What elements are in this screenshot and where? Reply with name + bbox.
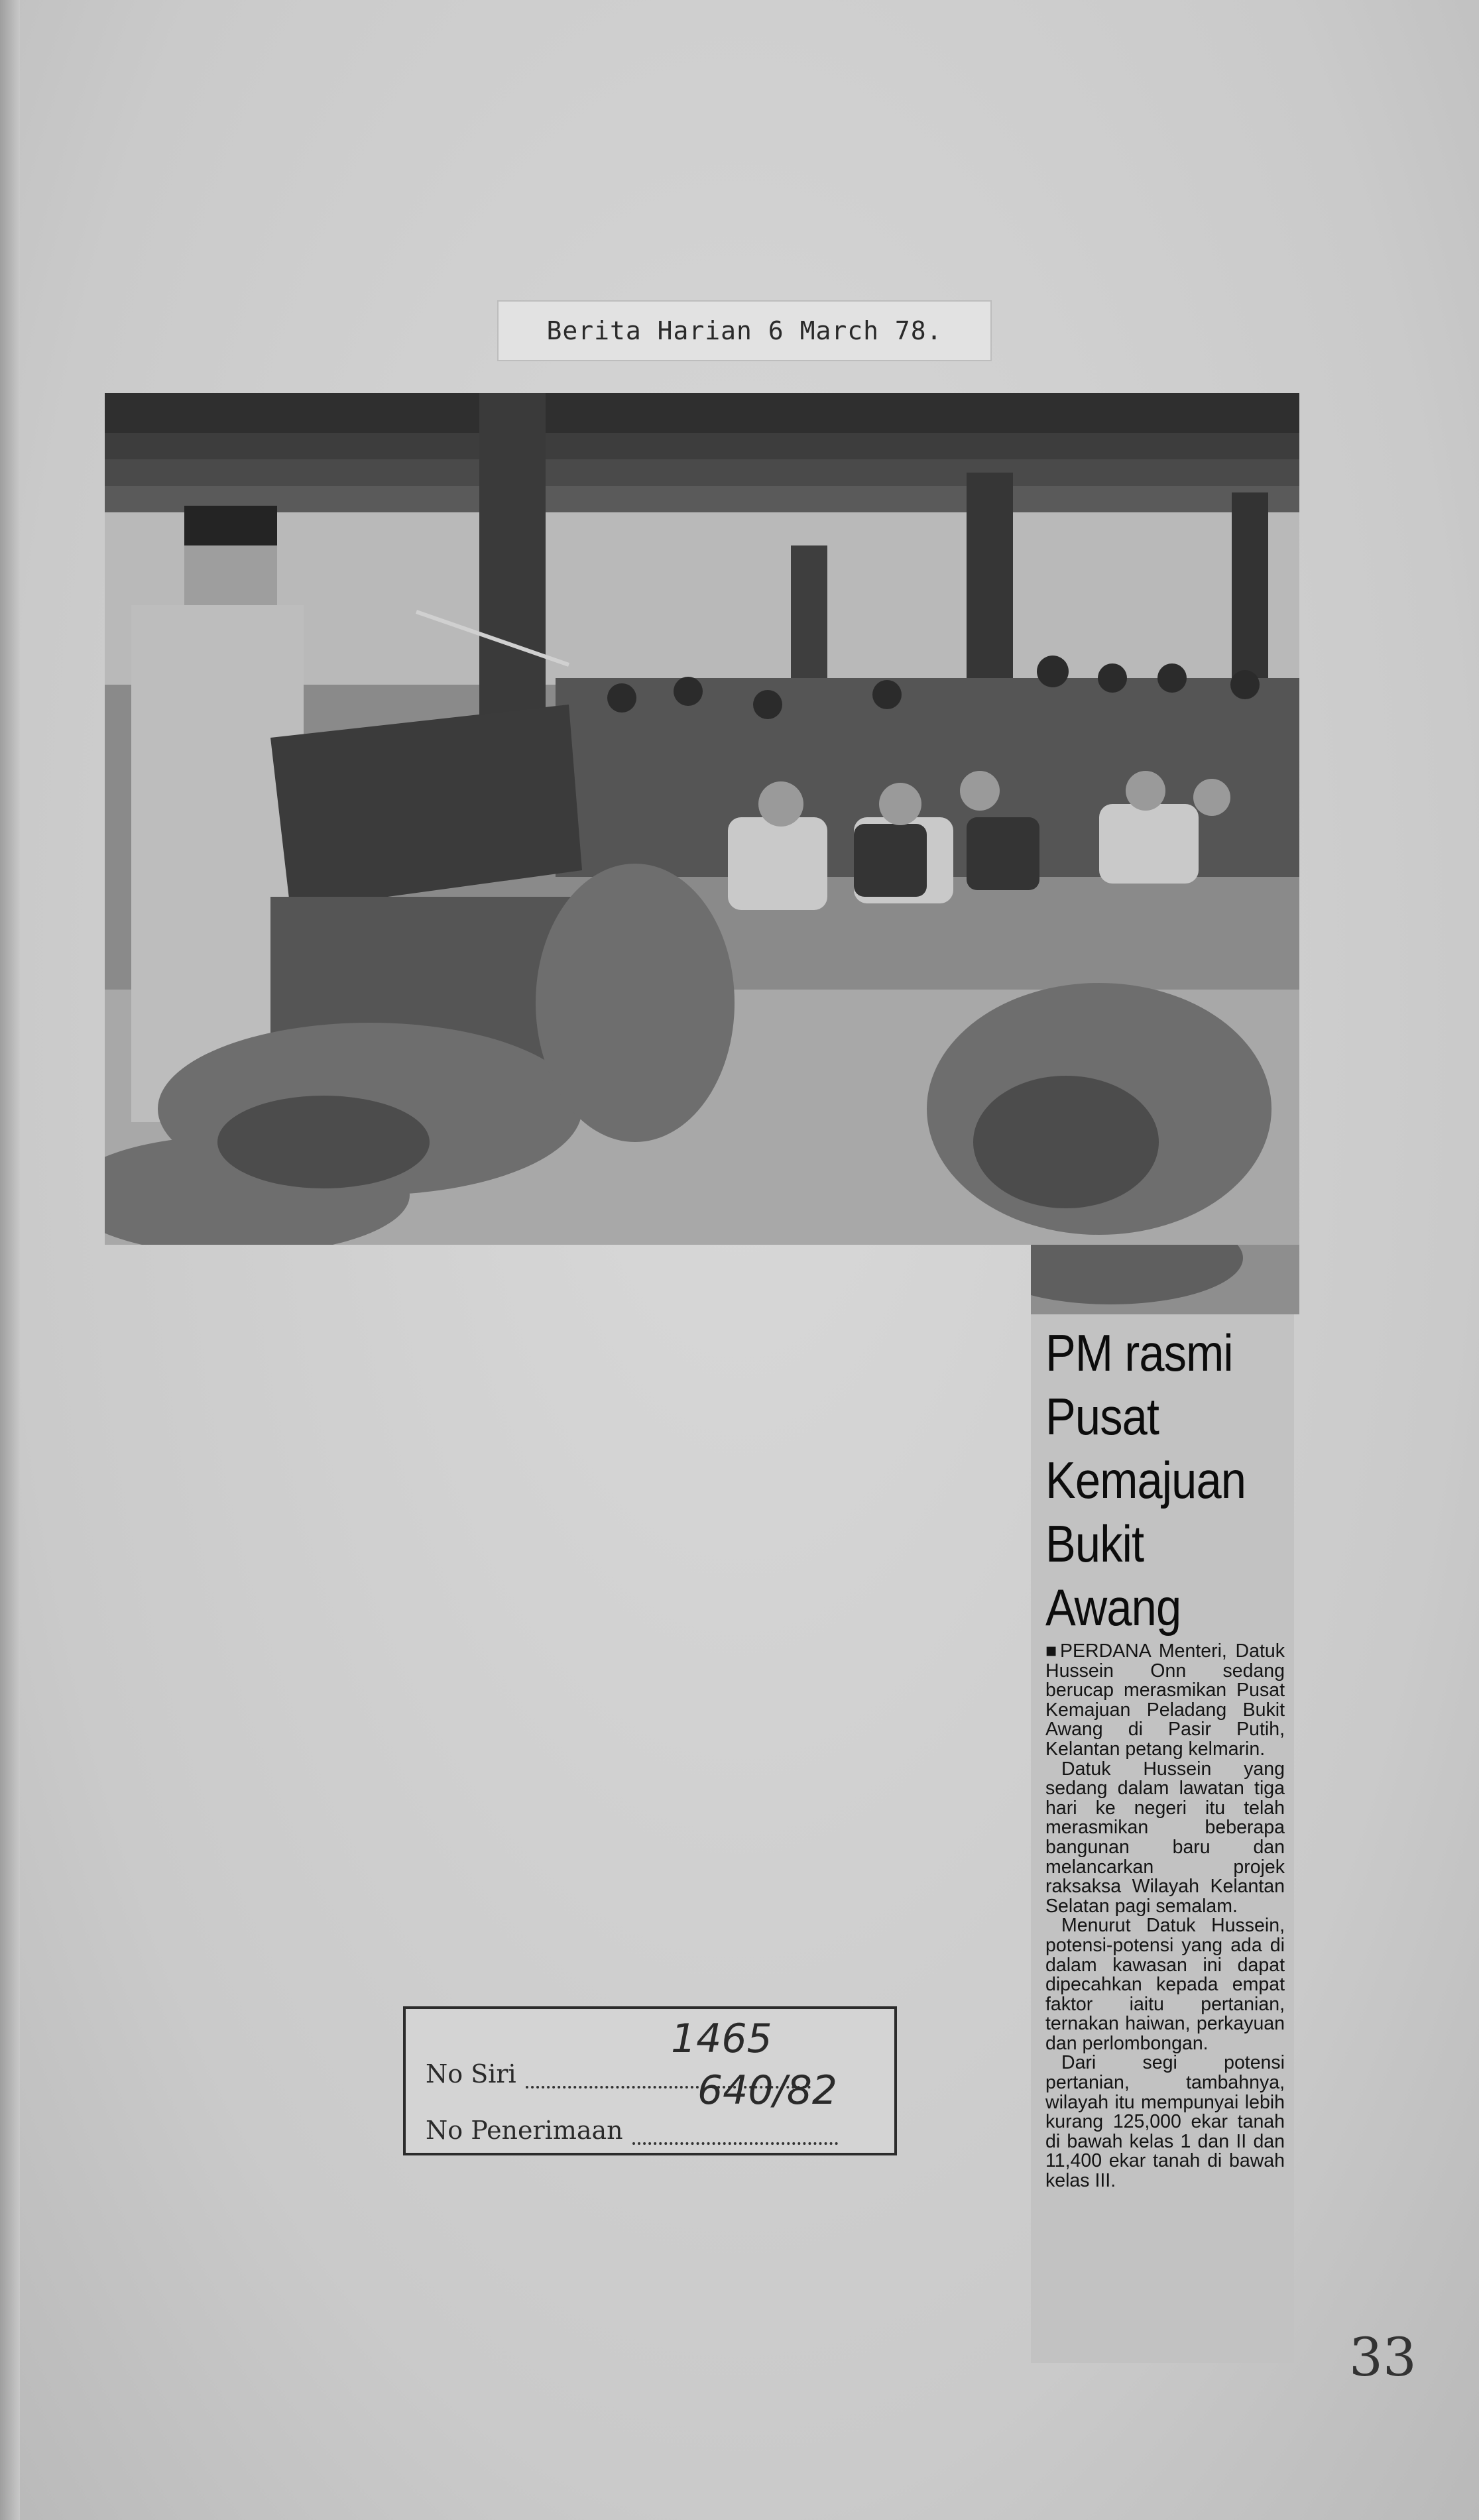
no-penerimaan-label: No Penerimaan bbox=[426, 2116, 623, 2145]
headline-line: Bukit bbox=[1045, 1515, 1144, 1573]
article-paragraph: ■PERDANA Menteri, Datuk Hussein Onn sedang berucap merasmikan Pusat Kemajuan Peladang Bukit Awang di Pasir Putih, Kelantan petang kelmarin. bbox=[1045, 1640, 1285, 1760]
registry-stamp bbox=[403, 2006, 897, 2155]
dotted-line bbox=[632, 2137, 838, 2145]
headline-line: Awang bbox=[1045, 1578, 1181, 1636]
article-paragraph: Dari segi potensi pertanian, tambahnya, wilayah itu mempunyai lebih kurang 125,000 ekar tanah di bawah kelas 1 dan II dan 11,400 ekar tanah di bawah kelas III. bbox=[1045, 2052, 1285, 2192]
article-paragraph: Datuk Hussein yang sedang dalam lawatan tiga hari ke negeri itu telah merasmikan beberapa bangunan baru dan melancarkan projek raksaksa Wilayah Kelantan Selatan pagi semalam. bbox=[1045, 1758, 1285, 1917]
article-clipping bbox=[1031, 1314, 1294, 2363]
no-siri-value: 1465 bbox=[671, 2016, 772, 2062]
news-photo bbox=[105, 393, 1299, 1245]
article-headline bbox=[1045, 1321, 1256, 1639]
page-number: 33 bbox=[1349, 2326, 1417, 2388]
article-paragraph: Menurut Datuk Hussein, potensi-potensi yang ada di dalam kawasan ini dapat dipecahkan kepada empat faktor iaitu pertanian, ternakan haiwan, perkayuan dan perlombongan. bbox=[1045, 1915, 1285, 2054]
article-body bbox=[1045, 1642, 1285, 2191]
no-penerimaan-value: 640/82 bbox=[697, 2067, 838, 2114]
headline-line: Kemajuan bbox=[1045, 1451, 1246, 1509]
headline-line: Pusat bbox=[1045, 1387, 1159, 1446]
headline-line: PM rasmi bbox=[1045, 1324, 1233, 1382]
no-siri-label: No Siri bbox=[426, 2059, 516, 2089]
source-label: Berita Harian 6 March 78. bbox=[497, 300, 992, 361]
binding-edge bbox=[0, 0, 20, 2520]
news-photo-continuation bbox=[1031, 1245, 1299, 1314]
